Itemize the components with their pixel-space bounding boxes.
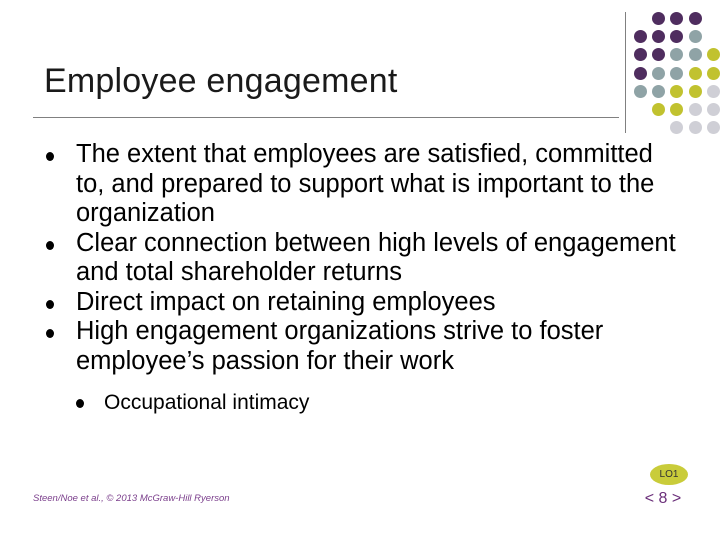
bullet-item — [46, 317, 676, 376]
bullet-marker — [46, 152, 54, 161]
slide-title: Employee engagement — [44, 62, 398, 100]
decorative-dot — [652, 67, 665, 80]
bullet-marker — [76, 399, 84, 408]
decorative-dot — [707, 103, 720, 116]
decorative-dot — [670, 121, 683, 134]
bullet-marker — [46, 241, 54, 250]
vertical-divider — [625, 12, 626, 133]
decorative-dot — [652, 30, 665, 43]
decorative-dot — [689, 30, 702, 43]
decorative-dot — [652, 85, 665, 98]
decorative-dot — [689, 85, 702, 98]
decorative-dot — [634, 30, 647, 43]
sub-bullet-text: Occupational intimacy — [104, 391, 310, 414]
decorative-dot — [634, 48, 647, 61]
decorative-dot — [670, 12, 683, 25]
learning-objective-badge: LO1 — [650, 464, 688, 485]
bullet-item — [46, 288, 676, 318]
decorative-dot — [634, 67, 647, 80]
decorative-dot — [670, 85, 683, 98]
page-number: < 8 > — [644, 490, 682, 507]
decorative-dot — [670, 103, 683, 116]
footer-credit: Steen/Noe et al., © 2013 McGraw-Hill Ryerson — [33, 493, 230, 504]
bullet-text: Clear connection between high levels of engagement and total shareholder returns — [76, 228, 676, 286]
decorative-dot — [670, 67, 683, 80]
decorative-dot — [689, 12, 702, 25]
bullet-item — [46, 229, 676, 288]
decorative-dot — [652, 12, 665, 25]
title-underline — [33, 117, 619, 118]
bullet-marker — [46, 300, 54, 309]
decorative-dot — [634, 85, 647, 98]
decorative-dot — [652, 103, 665, 116]
decorative-dot — [689, 121, 702, 134]
decorative-dot — [652, 48, 665, 61]
decorative-dot — [689, 67, 702, 80]
decorative-dot — [670, 48, 683, 61]
decorative-dot — [707, 85, 720, 98]
bullet-list — [46, 140, 676, 416]
decorative-dot — [689, 48, 702, 61]
decorative-dot — [689, 103, 702, 116]
decorative-dot — [670, 30, 683, 43]
bullet-text: The extent that employees are satisfied, committed to, and prepared to support what is important to the organization — [76, 140, 655, 227]
decorative-dot — [707, 48, 720, 61]
bullet-text: Direct impact on retaining employees — [76, 287, 496, 316]
decorative-dot — [707, 67, 720, 80]
decorative-dot — [707, 121, 720, 134]
bullet-text: High engagement organizations strive to foster employee’s passion for their work — [76, 317, 604, 375]
bullet-item — [46, 140, 676, 229]
sub-bullet-item — [104, 390, 676, 416]
bullet-marker — [46, 329, 54, 338]
